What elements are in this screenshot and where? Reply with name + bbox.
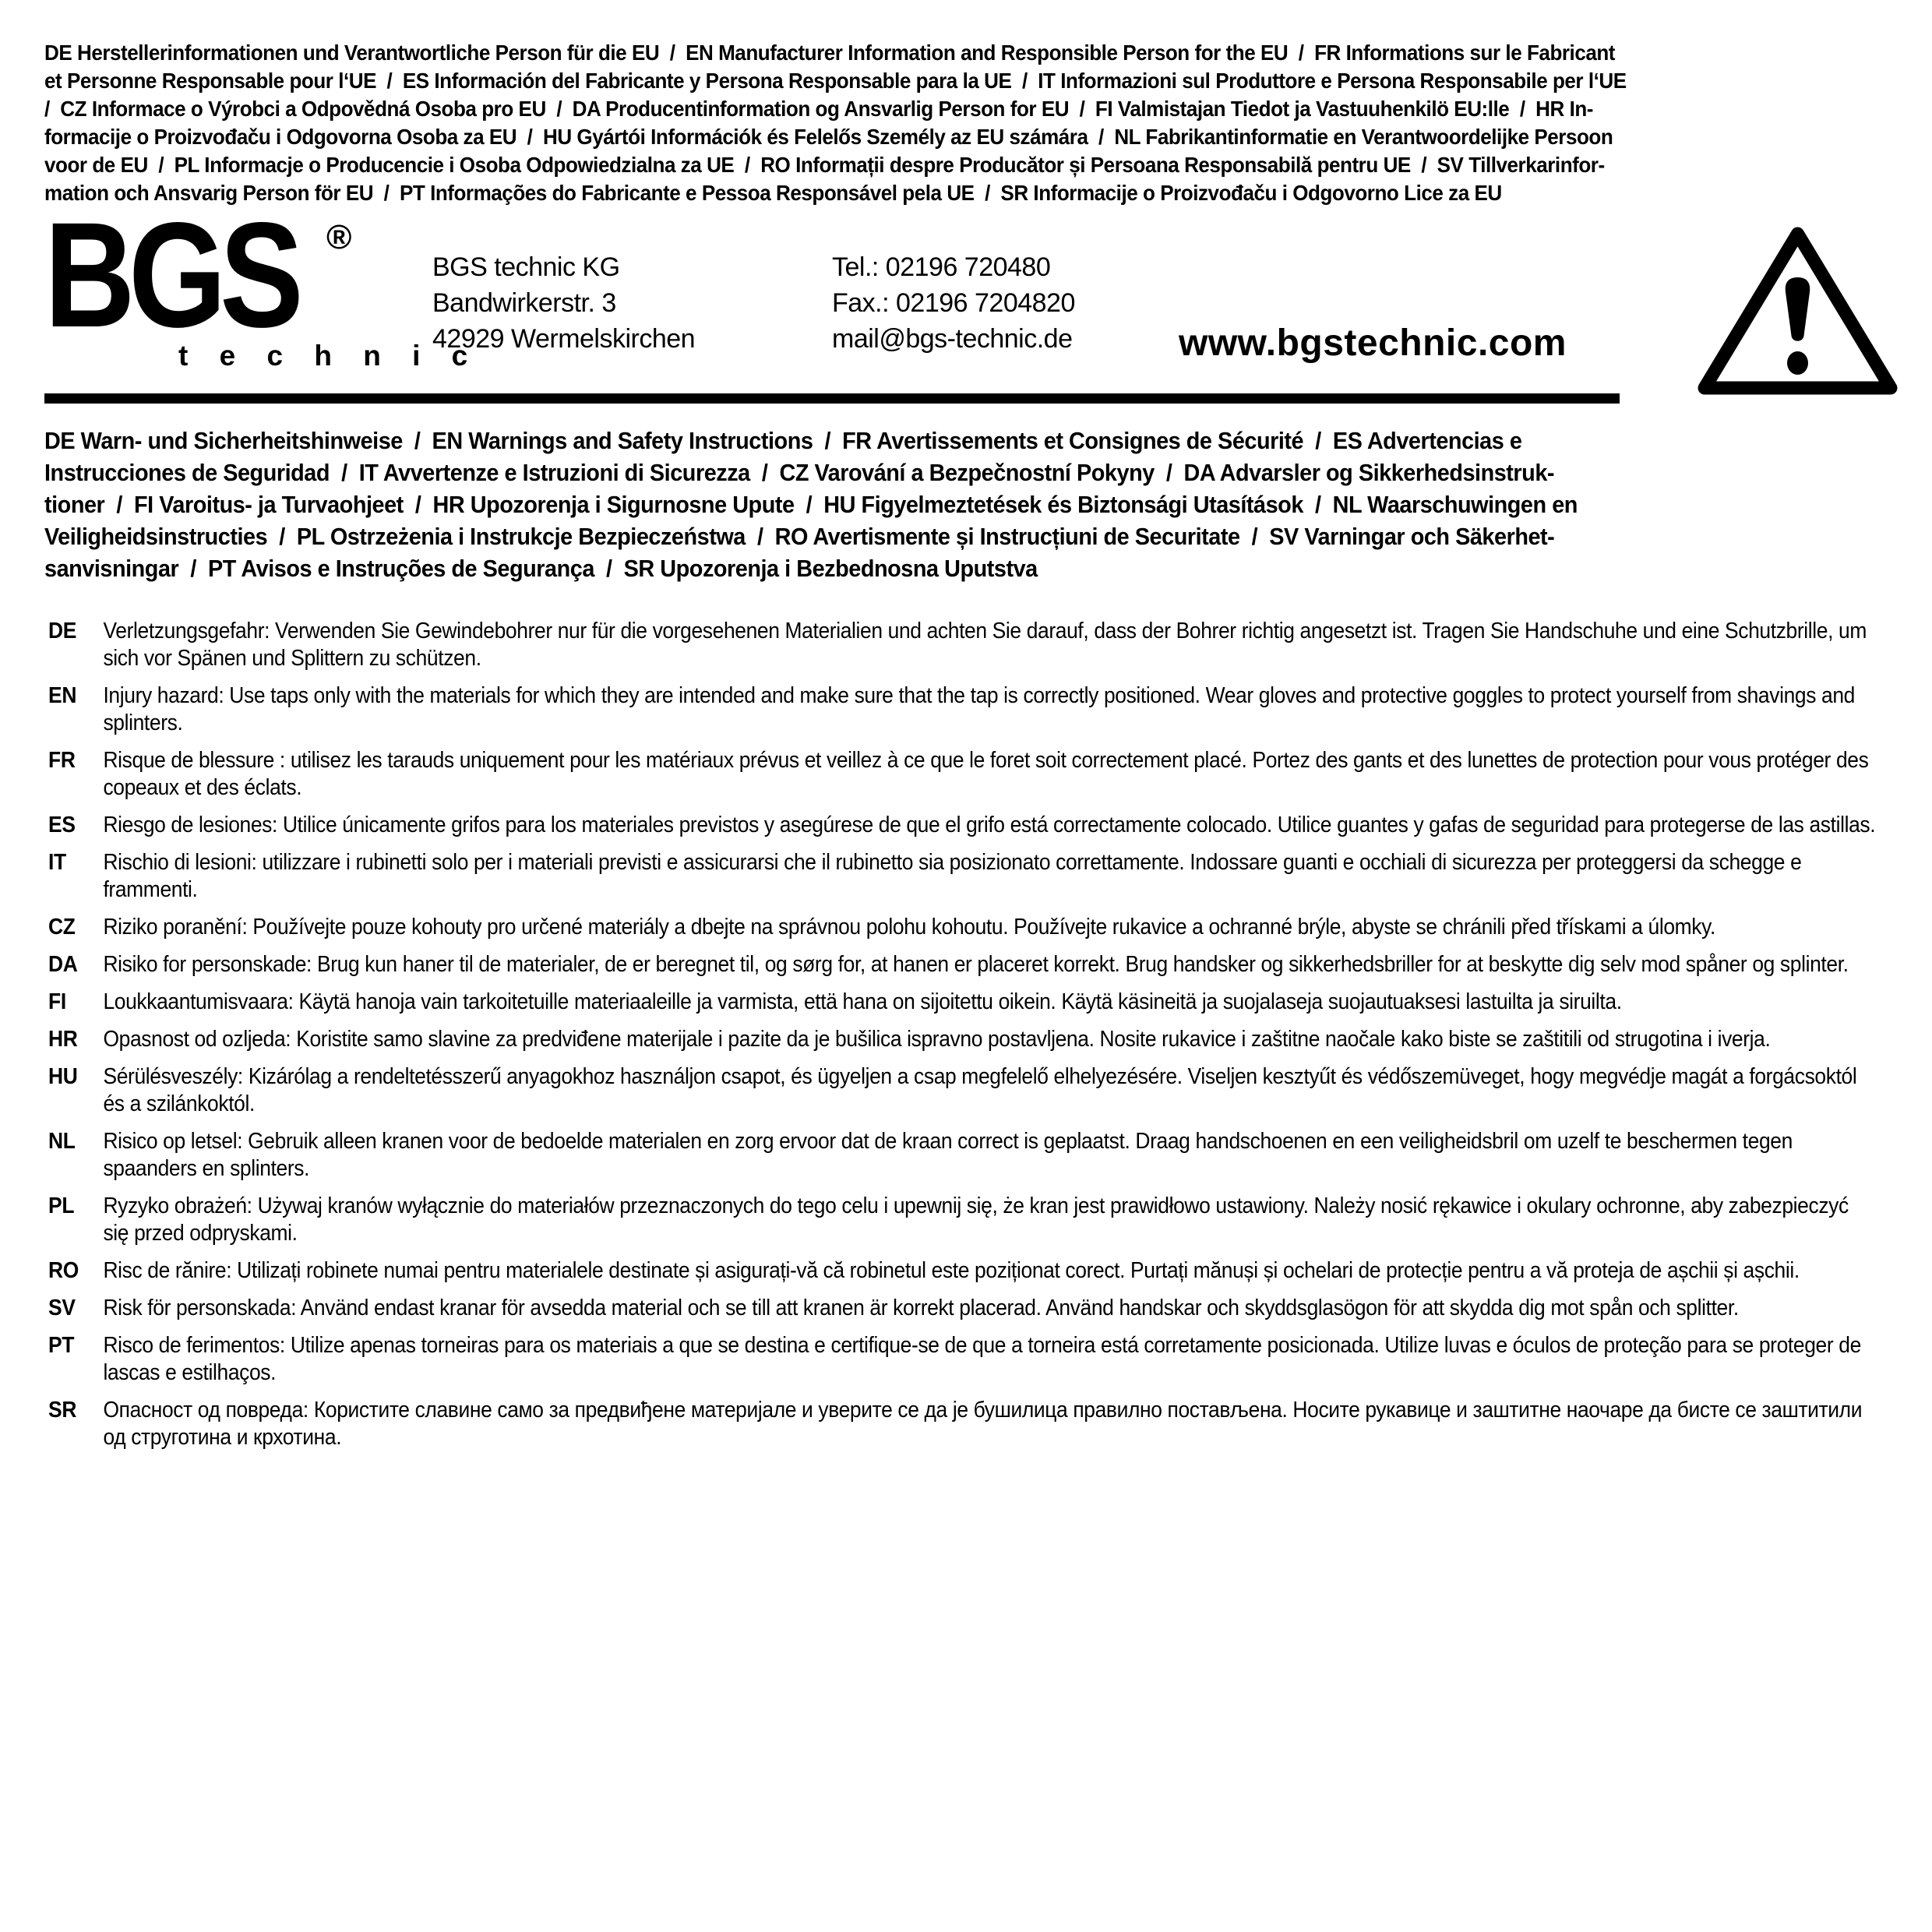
warning-text: Risque de blessure : utilisez les tarauds uniquement pour les matériaux prévus et veillez à ce que le foret soit correctement placé. Portez des gants et des lunettes de protection pour vous protéger des copeaux et des éclats. <box>103 748 1869 800</box>
warning-text: Risco de ferimentos: Utilize apenas torneiras para os materiais a que se destina e certifique-se de que a torneira está corretamente posicionada. Utilize luvas e óculos de proteção para se proteger de lascas e estilhaços. <box>103 1333 1861 1385</box>
language-code: SV <box>48 1296 76 1320</box>
company-street: Bandwirkerstr. 3 <box>432 288 616 318</box>
language-code: HR <box>48 1027 78 1052</box>
phone-number: Tel.: 02196 720480 <box>832 252 1051 282</box>
warning-item <box>48 849 1879 904</box>
company-name: BGS technic KG <box>432 252 620 282</box>
warning-list <box>48 618 1879 1451</box>
warning-item <box>48 989 1879 1016</box>
email-address: mail@bgs-technic.de <box>832 324 1073 354</box>
warning-text: Rischio di lesioni: utilizzare i rubinetti solo per i materiali previsti e assicurarsi che il rubinetto sia posizionato correttamente. Indossare guanti e occhiali di sicurezza per proteggersi da schegge e frammenti. <box>103 850 1802 902</box>
language-code: IT <box>48 850 66 875</box>
warning-item <box>48 1397 1879 1451</box>
company-contact <box>832 249 1075 357</box>
warning-text: Risk för personskada: Använd endast kranar för avsedda material och se till att kranen är korrekt placerad. Använd handskar och skyddsglasögon för att skydda dig mot spån och splitter. <box>103 1296 1739 1320</box>
warning-item <box>48 1332 1879 1387</box>
website-url: www.bgstechnic.com <box>1179 323 1567 364</box>
bgs-logo-word: BGS <box>44 191 298 358</box>
company-address <box>432 249 695 357</box>
divider-bar <box>44 393 1620 404</box>
warning-text: Risico op letsel: Gebruik alleen kranen voor de bedoelde materialen en zorg ervoor dat de kraan correct is geplaatst. Draag handschoenen en een veiligheidsbril om uzelf te beschermen tegen spaanders en splinters. <box>103 1129 1793 1181</box>
warning-item <box>48 1257 1879 1285</box>
warning-text: Riesgo de lesiones: Utilice únicamente grifos para los materiales previstos y asegúrese de que el grifo está correctamente colocado. Utilice guantes y gafas de seguridad para protegerse de las astillas. <box>103 813 1876 837</box>
warning-item <box>48 1295 1879 1322</box>
warning-text: Risiko for personskade: Brug kun haner til de materialer, de er beregnet til, og sørg for, at hanen er placeret korrekt. Brug handsker og sikkerhedsbriller for at beskytte dig selv mod spåner og splinter. <box>103 952 1849 977</box>
warning-text: Ryzyko obrażeń: Używaj kranów wyłącznie do materiałów przeznaczonych do tego celu i upewnij się, że kran jest prawidłowo ustawiony. Należy nosić rękawice i okulary ochronne, aby zabezpieczyć się przed odpryskami. <box>103 1193 1849 1246</box>
warning-item <box>48 1128 1879 1183</box>
header-line: DE Warn- und Sicherheitshinweise / EN Warnings and Safety Instructions / FR Avertissements et Consignes de Sécurité / ES Advertencias e <box>44 427 1522 454</box>
language-code: PT <box>48 1333 75 1358</box>
company-city: 42929 Wermelskirchen <box>432 324 696 354</box>
language-code: SR <box>48 1398 77 1423</box>
bgs-logo <box>44 191 480 372</box>
language-code: DE <box>48 619 77 643</box>
language-code: NL <box>48 1129 76 1154</box>
warning-item <box>48 1193 1879 1247</box>
header-line: formacije o Proizvođaču i Odgovorna Osoba za EU / HU Gyártói Információk és Felelős Személy az EU számára / NL Fabrikantinformatie en Verantwoordelijke Persoon <box>44 125 1613 149</box>
header-line: et Personne Responsable pour l‘UE / ES Información del Fabricante y Persona Responsable para la UE / IT Informazioni sul Produttore e Persona Responsabile per l‘UE <box>44 69 1627 93</box>
warning-text: Опасност од повреда: Користите славине само за предвиђене материјале и уверите се да је бушилица правилно постављена. Носите рукавице и заштитне наочаре да бисте се заштитили од струготина и крхотина. <box>103 1398 1863 1450</box>
logo-technic-label: t e c h n i c <box>178 340 480 372</box>
language-code: FI <box>48 989 66 1014</box>
warning-item <box>48 618 1879 672</box>
warning-item <box>48 951 1879 978</box>
registered-trademark-icon: ® <box>326 218 352 256</box>
warning-triangle-icon <box>1694 224 1901 397</box>
language-code: HU <box>48 1064 78 1089</box>
warning-item <box>48 812 1879 839</box>
manufacturer-info-header <box>44 39 1627 207</box>
language-code: CZ <box>48 915 76 940</box>
header-line: sanvisningar / PT Avisos e Instruções de Segurança / SR Upozorenja i Bezbednosna Uputstva <box>44 555 1038 582</box>
warning-item <box>48 1026 1879 1053</box>
header-line: tioner / FI Varoitus- ja Turvaohjeet / HR Upozorenja i Sigurnosne Upute / HU Figyelmeztetések és Biztonsági Utasítások / NL Waarschuwingen en <box>44 491 1578 518</box>
language-code: ES <box>48 813 76 837</box>
warning-item <box>48 1063 1879 1118</box>
language-code: RO <box>48 1258 79 1283</box>
safety-warnings-header <box>44 425 1578 584</box>
header-line: Instrucciones de Seguridad / IT Avvertenze e Istruzioni di Sicurezza / CZ Varování a Bezpečnostní Pokyny / DA Advarsler og Sikkerhedsinstruk- <box>44 459 1555 486</box>
warning-item <box>48 914 1879 941</box>
language-code: FR <box>48 748 76 773</box>
warning-item <box>48 682 1879 737</box>
warning-text: Risc de rănire: Utilizați robinete numai pentru materialele destinate și asigurați-vă că robinetul este poziționat corect. Purtați mănuși și ochelari de protecție pentru a vă proteja de așchii și așchii. <box>103 1258 1800 1283</box>
warning-item <box>48 747 1879 802</box>
header-line: / CZ Informace o Výrobci a Odpovědná Osoba pro EU / DA Producentinformation og Ansvarlig Person for EU / FI Valmistajan Tiedot ja Vastuuhenkilö EU:lle / HR In- <box>44 97 1594 121</box>
header-line: mation och Ansvarig Person för EU / PT Informações do Fabricante e Pessoa Responsável pela UE / SR Informacije o Proizvođaču i Odgovorno Lice za EU <box>44 181 1502 205</box>
fax-number: Fax.: 02196 7204820 <box>832 288 1075 318</box>
warning-text: Injury hazard: Use taps only with the materials for which they are intended and make sure that the tap is correctly positioned. Wear gloves and protective goggles to protect yourself from shavings and splinters. <box>103 683 1856 735</box>
header-line: DE Herstellerinformationen und Verantwortliche Person für die EU / EN Manufacturer Information and Responsible Person for the EU / FR Informations sur le Fabricant <box>44 41 1616 65</box>
warning-text: Opasnost od ozljeda: Koristite samo slavine za predviđene materijale i pazite da je bušilica ispravno postavljena. Nosite rukavice i zaštitne naočale kako biste se zaštitili od strugotina i iverja. <box>103 1027 1771 1052</box>
warning-text: Loukkaantumisvaara: Käytä hanoja vain tarkoitetuille materiaaleille ja varmista, että hana on sijoitettu oikein. Käytä käsineitä ja suojalaseja suojautuaksesi lastuilta ja siruilta. <box>103 989 1622 1014</box>
language-code: PL <box>48 1193 75 1218</box>
header-line: Veiligheidsinstructies / PL Ostrzeżenia i Instrukcje Bezpieczeństwa / RO Avertismente și Instrucțiuni de Securitate / SV Varningar och Säkerhet- <box>44 523 1555 550</box>
warning-text: Sérülésveszély: Kizárólag a rendeltetésszerű anyagokhoz használjon csapot, és ügyeljen a csap megfelelő elhelyezésére. Viseljen kesztyűt és védőszemüveget, hogy megvédje magát a forgácsoktól és a szilánkoktól. <box>103 1064 1857 1116</box>
header-line: voor de EU / PL Informacje o Producencie i Osoba Odpowiedzialna za UE / RO Informații despre Producător și Persoana Responsabilă pentru UE / SV Tillverkarinfor- <box>44 153 1605 177</box>
language-code: DA <box>48 952 78 977</box>
warning-text: Riziko poranění: Používejte pouze kohouty pro určené materiály a dbejte na správnou polohu kohoutu. Používejte rukavice a ochranné brýle, abyste se chránili před třískami a úlomky. <box>103 915 1715 940</box>
warning-text: Verletzungsgefahr: Verwenden Sie Gewindebohrer nur für die vorgesehenen Materialien und achten Sie darauf, dass der Bohrer richtig angesetzt ist. Tragen Sie Handschuhe und eine Schutzbrille, um sich vor Spänen und Splittern zu schützen. <box>103 619 1867 671</box>
language-code: EN <box>48 683 77 708</box>
